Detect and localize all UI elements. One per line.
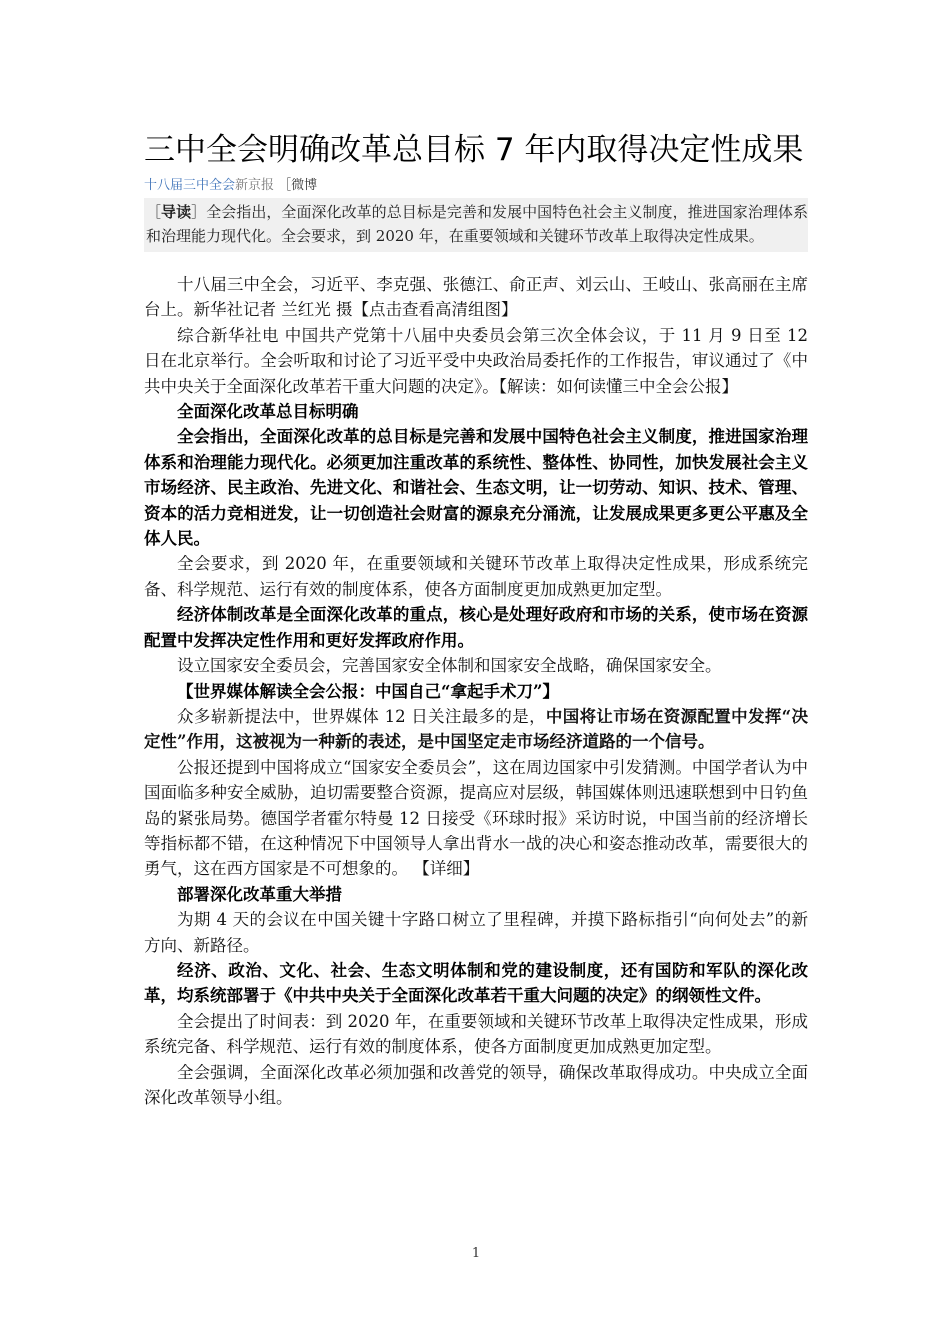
paragraph-world-media-bold: 中国将让市场在资源配置中发挥“决定性”作用，这被视为一种新的表述，是中国坚定走市场经济道路的一个信号。 bbox=[144, 706, 808, 752]
paragraph-security-committee bbox=[144, 755, 808, 882]
source-line bbox=[144, 176, 317, 196]
source-outlet: 新京报 bbox=[235, 178, 275, 193]
section-heading-measures: 部署深化改革重大举措 bbox=[177, 884, 342, 904]
paragraph-milestone: 为期 4 天的会议在中国关键十字路口树立了里程碑，并摸下路标指引“向何处去”的新方向、新路径。 bbox=[144, 910, 808, 955]
lead-summary bbox=[144, 198, 808, 252]
lead-bracket-close: ］ bbox=[191, 203, 207, 221]
paragraph-world-media bbox=[144, 704, 808, 755]
article-title: 三中全会明确改革总目标 7 年内取得决定性成果 bbox=[144, 132, 804, 168]
weibo-link[interactable]: ［微博 bbox=[278, 178, 318, 193]
lead-bracket-open: ［ bbox=[146, 203, 162, 221]
paragraph-economy-bold: 经济体制改革是全面深化改革的重点，核心是处理好政府和市场的关系，使市场在资源配置中发挥决定性作用和更好发挥政府作用。 bbox=[144, 605, 808, 650]
topic-link[interactable]: 十八届三中全会 bbox=[144, 178, 236, 193]
paragraph-leadership: 全会强调，全面深化改革必须加强和改善党的领导，确保改革取得成功。中央成立全面深化改革领导小组。 bbox=[144, 1062, 808, 1107]
section-heading-world-media[interactable]: 【世界媒体解读全会公报：中国自己“拿起手术刀”】 bbox=[177, 681, 559, 701]
details-link[interactable]: 【详细】 bbox=[413, 859, 480, 879]
paragraph-security: 设立国家安全委员会，完善国家安全体制和国家安全战略，确保国家安全。 bbox=[177, 656, 722, 676]
paragraph-requirement: 全会要求，到 2020 年，在重要领域和关键环节改革上取得决定性成果，形成系统完备、科学规范、运行有效的制度体系，使各方面制度更加成熟更加定型。 bbox=[144, 554, 808, 599]
paragraph-world-media-lead: 众多崭新提法中，世界媒体 12 日关注最多的是， bbox=[177, 706, 546, 726]
paragraph-timeline: 全会提出了时间表：到 2020 年，在重要领域和关键环节改革上取得决定性成果，形成系统完备、科学规范、运行有效的制度体系，使各方面制度更加成熟更加定型。 bbox=[144, 1011, 808, 1057]
paragraph-security-committee-text: 公报还提到中国将成立“国家安全委员会”，这在周边国家中引发猜测。中国学者认为中国面临多种安全威胁，迫切需要整合资源，提高应对层级，韩国媒体则迅速联想到中日钓鱼岛的紧张局势。德国学者霍尔特曼 12 日接受《环球时报》采访时说，中国当前的经济增长等指标都不错，在这种情况下中国领导人拿出背水一战的决心和姿态推动改革，需要很大的勇气，这在西方国家是不可想象的。 bbox=[144, 757, 808, 879]
section-heading-goal: 全面深化改革总目标明确 bbox=[177, 402, 359, 422]
paragraph-intro: 综合新华社电 中国共产党第十八届中央委员会第三次全体会议，于 11 月 9 日至 12 日在北京举行。全会听取和讨论了习近平受中央政治局委托作的工作报告，审议通过了《中共中央关于全面深化改革若干重大问题的决定》。【解读：如何读懂三中全会公报】 bbox=[144, 325, 808, 396]
lead-label: 导读 bbox=[161, 203, 192, 221]
lead-text: 全会指出，全面深化改革的总目标是完善和发展中国特色社会主义制度，推进国家治理体系和治理能力现代化。全会要求，到 2020 年，在重要领域和关键环节改革上取得决定性成果。 bbox=[146, 203, 808, 245]
article-body bbox=[144, 272, 808, 1110]
page-number: 1 bbox=[471, 1246, 481, 1261]
paragraph-systems-bold: 经济、政治、文化、社会、生态文明体制和党的建设制度，还有国防和军队的深化改革，均系统部署于《中共中央关于全面深化改革若干重大问题的决定》的纲领性文件。 bbox=[144, 960, 808, 1006]
paragraph-goal-bold: 全会指出，全面深化改革的总目标是完善和发展中国特色社会主义制度，推进国家治理体系和治理能力现代化。必须更加注重改革的系统性、整体性、协同性，加快发展社会主义市场经济、民主政治、先进文化、和谐社会、生态文明，让一切劳动、知识、技术、管理、资本的活力竞相迸发，让一切创造社会财富的源泉充分涌流，让发展成果更多更公平惠及全体人民。 bbox=[144, 427, 808, 549]
paragraph-photo-caption: 十八届三中全会，习近平、李克强、张德江、俞正声、刘云山、王岐山、张高丽在主席台上。新华社记者 兰红光 摄【点击查看高清组图】 bbox=[144, 275, 808, 320]
